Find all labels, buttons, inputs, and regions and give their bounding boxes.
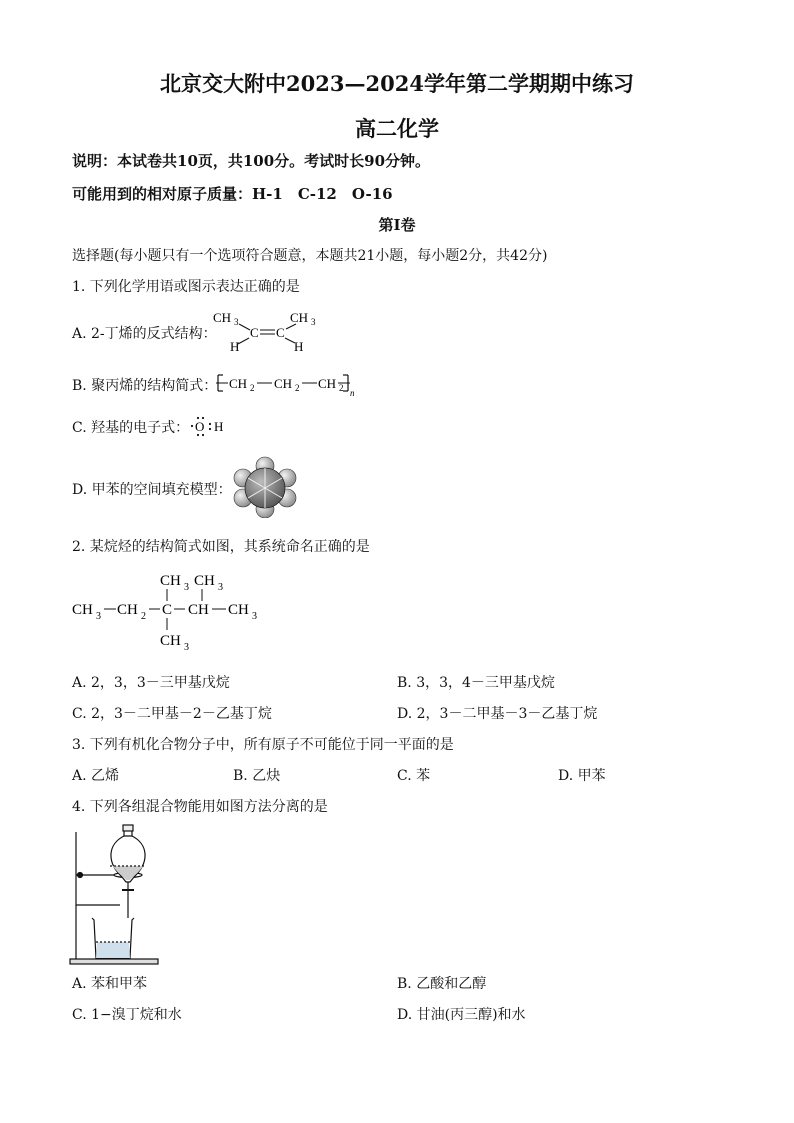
a-h-right: H — [294, 339, 304, 354]
q1-option-b: B. 聚丙烯的结构简式： — [72, 378, 218, 394]
q2-stem: 2. 某烷烃的结构简式如图，其系统命名正确的是 — [72, 539, 370, 555]
q3-option-d: D. 甲苯 — [558, 768, 606, 784]
polypropylene-structure — [216, 370, 360, 398]
b-ch2-2: CH — [274, 376, 293, 391]
a-ch3-right: CH — [290, 310, 309, 325]
section-title: 第I卷 — [378, 216, 416, 234]
q2-ch: CH — [188, 602, 209, 618]
atomic-mass-line: 可能用到的相对原子质量：H-1 C-12 O-16 — [72, 185, 393, 203]
q2-ch3-right-sub: 3 — [252, 611, 257, 622]
b-n: n — [350, 388, 355, 398]
a-bond-2 — [238, 338, 249, 344]
stand-clamp — [78, 873, 83, 878]
b-ch2-1: CH — [229, 376, 248, 391]
q2-ch2: CH — [117, 602, 138, 618]
q2-ch3-bottom: CH — [160, 633, 181, 649]
b-ch2-1-sub: 2 — [250, 383, 255, 393]
q2-option-b: B. 3，3，4－三甲基戊烷 — [397, 675, 555, 691]
q2-option-a: A. 2，3，3－三甲基戊烷 — [72, 675, 230, 691]
q4-option-b: B. 乙酸和乙醇 — [397, 976, 487, 992]
q3-option-a: A. 乙烯 — [72, 768, 120, 784]
c-dot-1 — [191, 425, 193, 427]
c-o: O — [195, 419, 205, 434]
toluene-space-filling-model — [228, 456, 302, 518]
q3-option-b: B. 乙炔 — [233, 768, 281, 784]
q3-option-c: C. 苯 — [397, 768, 431, 784]
q2-ch3-left: CH — [72, 602, 93, 618]
a-c-left: C — [250, 325, 259, 340]
q3-stem: 3. 下列有机化合物分子中，所有原子不可能位于同一平面的是 — [72, 737, 454, 753]
q2-c: C — [162, 602, 173, 618]
q2-option-c: C. 2，3－二甲基－2－乙基丁烷 — [72, 706, 272, 722]
q1-stem: 1. 下列化学用语或图示表达正确的是 — [72, 279, 300, 295]
exam-title: 北京交大附中2023—2024学年第二学期期中练习 — [160, 71, 634, 96]
b-ch2-3-sub: 2 — [339, 383, 344, 393]
c-h: H — [214, 419, 224, 434]
q4-option-c: C. 1−溴丁烷和水 — [72, 1007, 182, 1023]
q2-ch3-top-2-sub: 3 — [218, 582, 223, 593]
q2-option-d: D. 2，3－二甲基－3－乙基丁烷 — [397, 706, 598, 722]
a-ch3-left-sub: 3 — [234, 317, 239, 327]
c-dot-7 — [209, 428, 211, 430]
hydroxyl-electron-formula — [186, 413, 230, 439]
stand-base — [70, 959, 158, 964]
q2-ch3-right: CH — [228, 602, 249, 618]
a-c-right: C — [276, 325, 285, 340]
a-ch3-right-sub: 3 — [311, 317, 316, 327]
funnel-stopper — [123, 825, 133, 831]
c-dot-4 — [197, 434, 199, 436]
alkane-structure — [70, 566, 270, 652]
exam-note: 说明：本试卷共10页，共100分。考试时长90分钟。 — [72, 152, 431, 170]
a-h-left: H — [230, 339, 240, 354]
b-ch2-2-sub: 2 — [295, 383, 300, 393]
trans-2-butene-structure — [208, 306, 320, 358]
q2-ch3-bottom-sub: 3 — [184, 642, 189, 652]
q4-stem: 4. 下列各组混合物能用如图方法分离的是 — [72, 799, 328, 815]
a-bond-1 — [239, 324, 250, 330]
c-dot-6 — [209, 423, 211, 425]
c-dot-5 — [202, 434, 204, 436]
q2-ch3-top-1-sub: 3 — [184, 582, 189, 593]
q2-ch2-sub: 2 — [141, 611, 146, 622]
exam-subtitle: 高二化学 — [355, 116, 439, 141]
q2-ch3-top-1: CH — [160, 573, 181, 589]
q1-option-d: D. 甲苯的空间填充模型： — [72, 482, 232, 498]
separatory-funnel-apparatus — [68, 822, 160, 967]
q2-ch3-top-2: CH — [194, 573, 215, 589]
section-instruction: 选择题(每小题只有一个选项符合题意，本题共21小题，每小题2分，共42分) — [72, 248, 548, 264]
beaker-liquid — [96, 942, 130, 958]
q1-option-a: A. 2-丁烯的反式结构： — [72, 326, 217, 342]
q2-ch3-left-sub: 3 — [96, 611, 101, 622]
a-ch3-left: CH — [213, 310, 232, 325]
q1-option-c: C. 羟基的电子式： — [72, 420, 190, 436]
q4-option-d: D. 甘油(丙三醇)和水 — [397, 1007, 526, 1023]
b-ch2-3: CH — [318, 376, 337, 391]
q4-option-a: A. 苯和甲苯 — [72, 976, 148, 992]
